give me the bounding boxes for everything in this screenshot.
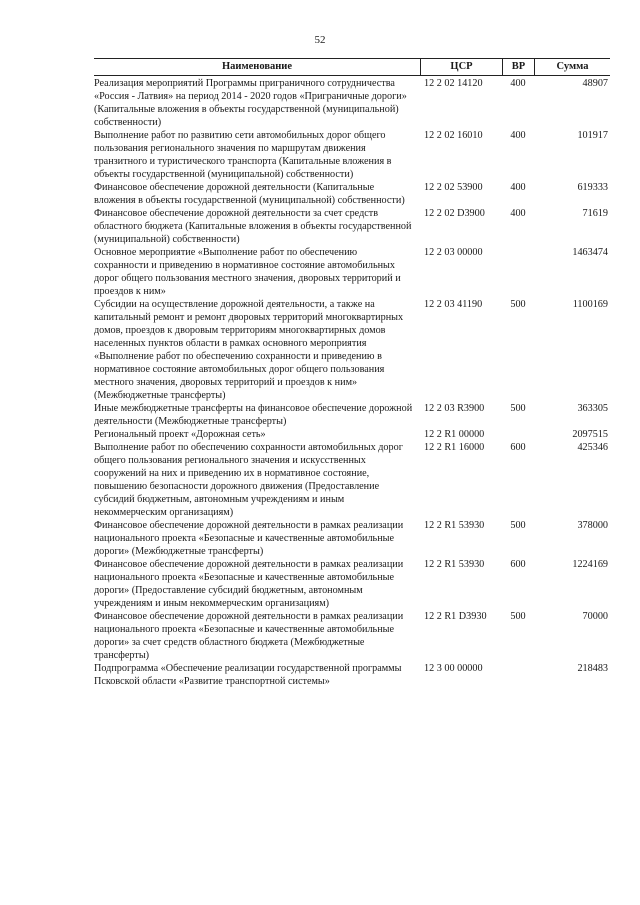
row-csr: 12 2 03 00000 <box>424 247 483 258</box>
row-csr: 12 2 02 D3900 <box>424 208 485 219</box>
row-csr: 12 2 R1 16000 <box>424 442 485 453</box>
table-row <box>94 610 610 662</box>
row-sum: 1463474 <box>572 247 608 258</box>
row-csr: 12 2 02 14120 <box>424 78 483 89</box>
row-vr: 400 <box>510 130 526 141</box>
row-name: Субсидии на осуществление дорожной деятельности, а также на капитальный ремонт и ремонт дворовых территорий многоквартирных домов, проездов к дворовым территориям многоквартирных домов населенных пунктов области в рамках основного мероприятия «Выполнение работ по обеспечению сохранности и приведению в нормативное состояние автомобильных дорог общего пользования местного значения, дворовых территорий и проездов к ним» (Межбюджетные трансферты) <box>94 299 404 401</box>
row-csr: 12 2 03 41190 <box>424 299 483 310</box>
row-sum: 378000 <box>577 520 608 531</box>
header-vr: ВР <box>502 59 534 75</box>
row-csr: 12 2 R1 53930 <box>424 559 485 570</box>
row-vr: 600 <box>510 442 526 453</box>
row-name: Финансовое обеспечение дорожной деятельности за счет средств областного бюджета (Капитальные вложения в объекты государственной (муниципальной) собственности) <box>94 208 412 245</box>
table-body <box>94 76 610 688</box>
row-csr: 12 3 00 00000 <box>424 663 483 674</box>
table-header <box>94 58 610 76</box>
row-vr <box>502 428 534 441</box>
row-name: Финансовое обеспечение дорожной деятельности (Капитальные вложения в объекты государственной (муниципальной) собственности) <box>94 182 405 206</box>
table-row <box>94 207 610 246</box>
row-vr <box>502 246 534 298</box>
row-sum: 1100169 <box>572 299 608 310</box>
row-name: Финансовое обеспечение дорожной деятельности в рамках реализации национального проекта «Безопасные и качественные автомобильные дороги» (Предоставление субсидий бюджетным, автономным учреждениям и иным некоммерческим организациям) <box>94 559 404 609</box>
row-sum: 1224169 <box>572 559 608 570</box>
row-name: Подпрограмма «Обеспечение реализации государственной программы Псковской области «Развитие транспортной системы» <box>94 663 402 687</box>
row-vr: 500 <box>510 403 526 414</box>
page-number: 52 <box>314 34 326 46</box>
row-sum: 71619 <box>582 208 608 219</box>
row-csr: 12 2 R1 53930 <box>424 520 485 531</box>
row-csr: 12 2 02 16010 <box>424 130 483 141</box>
row-vr: 600 <box>510 559 526 570</box>
row-name: Основное мероприятие «Выполнение работ по обеспечению сохранности и приведению в нормативное состояние автомобильных дорог общего пользования местного значения, дворовых территорий и проездов к ним» <box>94 247 401 297</box>
row-csr: 12 2 02 53900 <box>424 182 483 193</box>
table-row <box>94 77 610 129</box>
header-sum: Сумма <box>534 59 610 75</box>
header-csr: ЦСР <box>420 59 502 75</box>
row-vr: 400 <box>510 208 526 219</box>
table-row <box>94 558 610 610</box>
table-row <box>94 402 610 428</box>
row-sum: 619333 <box>577 182 608 193</box>
row-csr: 12 2 R1 00000 <box>424 429 485 440</box>
row-vr: 400 <box>510 78 526 89</box>
row-sum: 2097515 <box>572 429 608 440</box>
table-row <box>94 129 610 181</box>
row-sum: 425346 <box>577 442 608 453</box>
row-sum: 218483 <box>577 663 608 674</box>
row-name: Региональный проект «Дорожная сеть» <box>94 429 266 440</box>
table-row <box>94 519 610 558</box>
row-sum: 48907 <box>582 78 608 89</box>
row-sum: 101917 <box>577 130 608 141</box>
row-sum: 70000 <box>582 611 608 622</box>
row-name: Реализация мероприятий Программы приграничного сотрудничества «Россия - Латвия» на период 2014 - 2020 годов «Приграничные дороги» (Капитальные вложения в объекты государственной (муниципальной) собственности) <box>94 78 407 128</box>
table-row <box>94 298 610 402</box>
row-vr <box>502 662 534 688</box>
row-vr: 500 <box>510 611 526 622</box>
row-vr: 400 <box>510 182 526 193</box>
row-name: Финансовое обеспечение дорожной деятельности в рамках реализации национального проекта «Безопасные и качественные автомобильные дороги» (Межбюджетные трансферты) <box>94 520 404 557</box>
table-row <box>94 246 610 298</box>
row-name: Выполнение работ по обеспечению сохранности автомобильных дорог общего пользования регионального значения и искусственных сооружений на них и приведению их в нормативное состояние, повышению безопасности дорожного движения (Предоставление субсидий бюджетным, автономным учреждениям и иным некоммерческим организациям) <box>94 442 403 518</box>
header-name: Наименование <box>222 61 292 72</box>
row-name: Выполнение работ по развитию сети автомобильных дорог общего пользования регионального значения по маршрутам движения транзитного и туристического транспорта (Капитальные вложения в объекты государственной (муниципальной) собственности) <box>94 130 392 180</box>
row-vr: 500 <box>510 520 526 531</box>
row-sum: 363305 <box>577 403 608 414</box>
row-vr: 500 <box>510 299 526 310</box>
table-row <box>94 662 610 688</box>
row-csr: 12 2 03 R3900 <box>424 403 485 414</box>
table-row <box>94 441 610 519</box>
table-row <box>94 428 610 441</box>
table-row <box>94 181 610 207</box>
budget-table <box>94 58 610 688</box>
row-name: Иные межбюджетные трансферты на финансовое обеспечение дорожной деятельности (Межбюджетные трансферты) <box>94 403 413 427</box>
row-csr: 12 2 R1 D3930 <box>424 611 487 622</box>
row-name: Финансовое обеспечение дорожной деятельности в рамках реализации национального проекта «Безопасные и качественные автомобильные дороги» за счет средств областного бюджета (Межбюджетные трансферты) <box>94 611 404 661</box>
